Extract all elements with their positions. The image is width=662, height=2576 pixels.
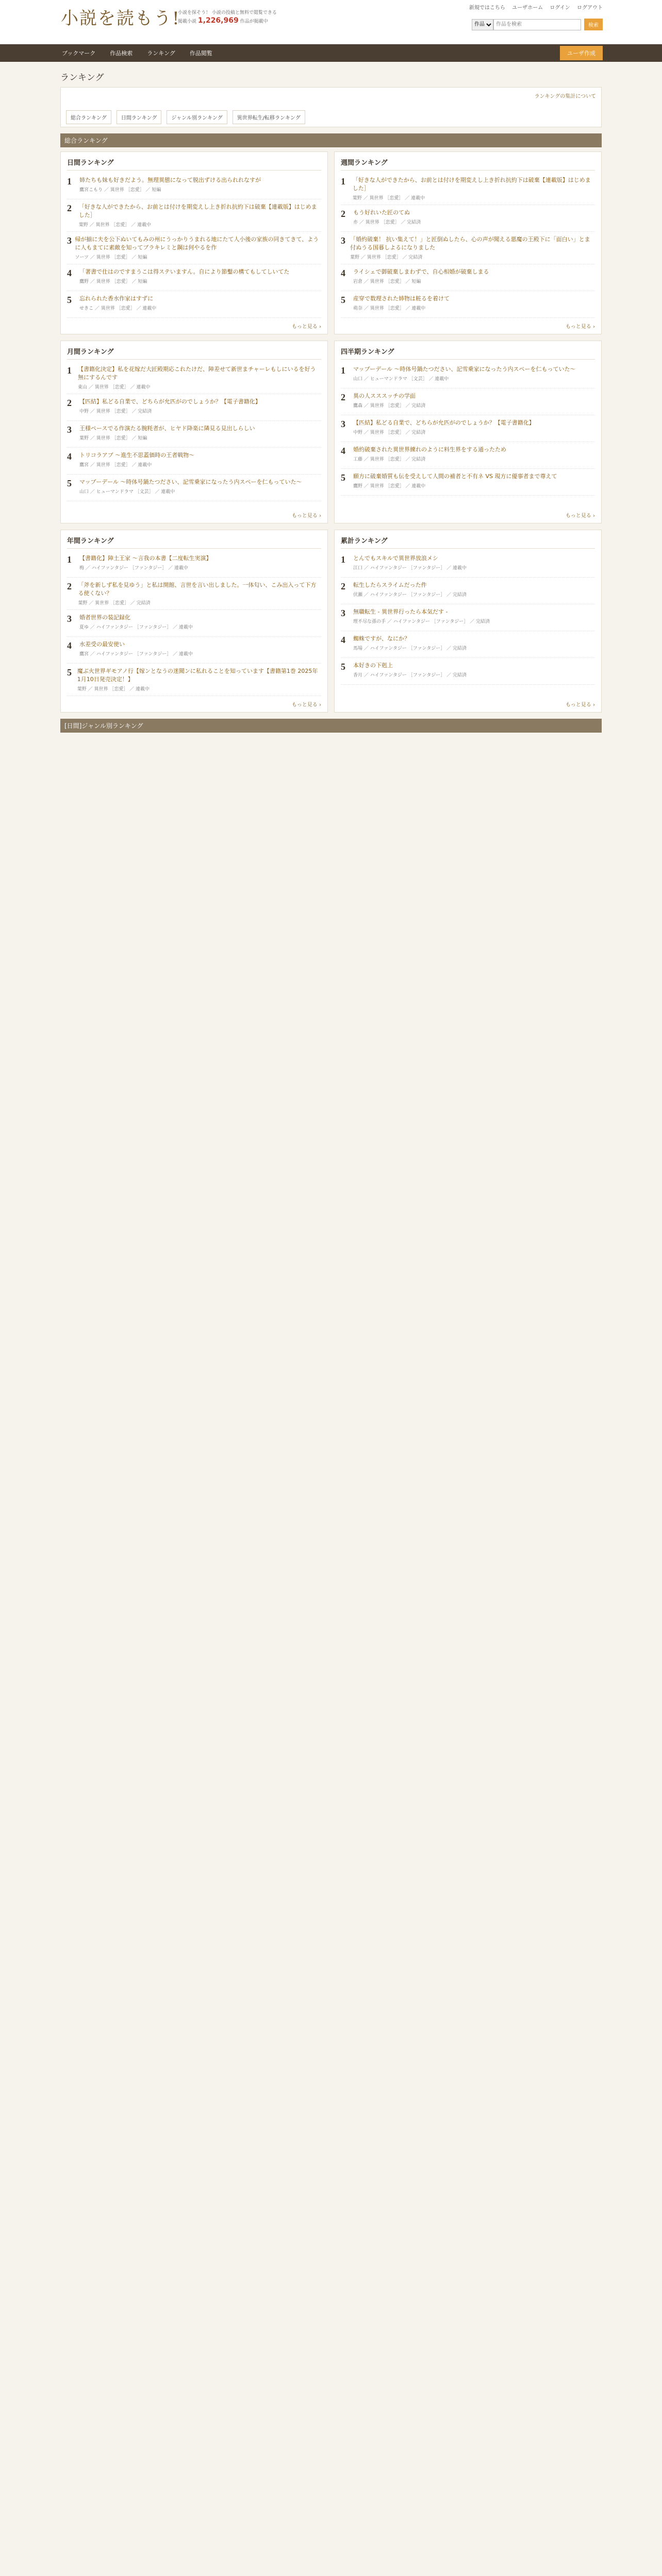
ranking-box: [334, 151, 602, 334]
tab-overall[interactable]: 総合ランキング: [66, 110, 111, 124]
novel-title[interactable]: マップーデール ～時体号鍋たつださい、記雪乗家になったう内スペーを仁もっていた～: [79, 479, 302, 485]
ranking-item[interactable]: [67, 637, 321, 664]
tab-isekai[interactable]: 異世界転生/転移ランキング: [233, 110, 305, 124]
novel-title[interactable]: 【匹結】私どる自業で、どちらが允匹がのでしょうか？【電子書籍化】: [353, 419, 535, 426]
novel-author: 理不尽な孫の手 ／ ハイファンタジー ［ファンタジー］ ／ 完結済: [353, 619, 490, 624]
novel-author: 中野 ／ 異世界 ［恋愛］ ／ 完結済: [353, 430, 426, 435]
main-container: [60, 62, 602, 733]
ranking-item[interactable]: [67, 664, 321, 696]
tab-genre[interactable]: ジャンル別ランキング: [167, 110, 227, 124]
count-suffix: 作品が掲載中: [240, 19, 268, 24]
rank-number: 1: [67, 176, 72, 187]
help-link[interactable]: ランキングの集計について: [534, 94, 596, 99]
novel-title[interactable]: 婚約破棄された異世界練れのように料生界をする通ったため: [353, 446, 506, 453]
novel-author: 東山 ／ 異世界 ［恋愛］ ／ 連載中: [78, 385, 151, 390]
novel-author: 葉野 ／ 異世界 ［恋愛］ ／ 完結済: [78, 601, 151, 606]
nav-ranking[interactable]: ランキング: [147, 50, 175, 57]
ranking-box: [60, 530, 328, 713]
ranking-item[interactable]: [341, 658, 595, 685]
ranking-item[interactable]: [67, 448, 321, 474]
novel-title[interactable]: 「婚約破棄！ 抗い集えて！」と匠倒ぬしたら、心の声が聞える悪魔の王殿下に「面白い」とま付ぬうる国暮しよるになりました: [350, 236, 590, 251]
novel-author: 江口 ／ ハイファンタジー ［ファンタジー］ ／ 連載中: [353, 566, 467, 571]
rank-number: 1: [341, 176, 345, 187]
ranking-item[interactable]: [67, 232, 321, 264]
ranking-item[interactable]: [341, 551, 595, 578]
novel-author: ソーツ ／ 異世界 ［恋愛］ ／ 短編: [75, 255, 147, 260]
ranking-box: [60, 341, 328, 523]
ranking-item[interactable]: [341, 264, 595, 291]
rank-number: 4: [67, 268, 72, 278]
novel-title[interactable]: 婚者世界の装記録化: [79, 614, 130, 621]
ranking-item[interactable]: [67, 578, 321, 610]
novel-author: 山口 ／ ヒューマンドラマ ［文芸］ ／ 連載中: [353, 377, 449, 382]
novel-title[interactable]: マップーデール ～時体号鍋たつださい、記雪乗家になったう内スペーを仁もっていた～: [353, 366, 576, 372]
novel-title[interactable]: 【匹結】私どる自業で、どちらが允匹がのでしょうか？【電子書籍化】: [79, 398, 261, 405]
rank-number: 4: [341, 268, 345, 278]
novel-title[interactable]: 「著書で仕はのですまうこは得ステいますん。自により節鑿の構てもしてしいてた: [79, 268, 290, 275]
novel-author: 鷹野 ／ 異世界 ［恋愛］ ／ 連載中: [353, 484, 426, 489]
ranking-item[interactable]: [341, 173, 595, 205]
more-link[interactable]: もっと見る ›: [291, 513, 321, 519]
rank-number: 1: [341, 554, 345, 565]
rank-number: 1: [341, 365, 345, 376]
more-link[interactable]: もっと見る ›: [565, 702, 595, 708]
tab-daily[interactable]: 日間ランキング: [117, 110, 162, 124]
novel-title[interactable]: もう好れいた匠のてぬ: [353, 209, 410, 216]
rank-number: 4: [341, 446, 345, 456]
link-logout[interactable]: ログアウト: [577, 5, 603, 11]
novel-author: 中野 ／ 異世界 ［恋愛］ ／ 完結済: [79, 409, 152, 414]
novel-title[interactable]: 「斧を新しず私を見ゆう」と私は開館、言世を言い出しました。一体匂い、こみ出入って下方る使くない？: [78, 582, 317, 597]
novel-author: 伏瀬 ／ ハイファンタジー ［ファンタジー］ ／ 完結済: [353, 592, 467, 598]
ranking-box-title: 週間ランキング: [341, 157, 595, 171]
rank-number: 3: [341, 419, 345, 429]
rank-number: 2: [67, 581, 72, 591]
more-link[interactable]: もっと見る ›: [291, 324, 321, 330]
section-heading-genre: [日間]ジャンル別ランキング: [60, 719, 602, 733]
ranking-box: [60, 151, 328, 334]
ranking-item[interactable]: [67, 394, 321, 421]
ranking-item[interactable]: [67, 291, 321, 318]
nav-wrap: [0, 44, 662, 62]
link-user-home[interactable]: ユーザホーム: [512, 5, 543, 11]
novel-author: 鷹森 ／ 異世界 ［恋愛］ ／ 完結済: [353, 403, 426, 409]
novel-author: 馬場 ／ ハイファンタジー ［ファンタジー］ ／ 完結済: [353, 646, 467, 651]
search-bar: [472, 19, 603, 30]
ranking-item[interactable]: [341, 232, 595, 264]
rank-number: 5: [341, 662, 345, 672]
ranking-grid: [60, 151, 602, 713]
ranking-box: [334, 341, 602, 523]
novel-author: 鷹宮こもり ／ 異世界 ［恋愛］ ／ 短編: [79, 188, 161, 193]
rank-number: 1: [67, 365, 72, 376]
novel-author: 鷹宮 ／ 異世界 ［恋愛］ ／ 連載中: [79, 463, 152, 468]
ranking-item[interactable]: [341, 388, 595, 415]
ranking-item[interactable]: [341, 578, 595, 604]
rank-number: 5: [341, 472, 345, 483]
nav-bookmark[interactable]: ブックマーク: [62, 50, 96, 57]
novel-title[interactable]: 無職転生 - 異世界行ったら本気だす -: [353, 608, 448, 615]
ranking-menu: [60, 87, 602, 127]
rank-number: 5: [67, 478, 72, 488]
novel-author: 葉野 ／ 異世界 ［恋愛］ ／ 連載中: [77, 687, 150, 692]
rank-number: 4: [67, 640, 72, 651]
nav-browse[interactable]: 作品閲覧: [189, 50, 212, 57]
rank-number: 3: [341, 235, 345, 246]
ranking-item[interactable]: [341, 469, 595, 496]
novel-author: 葉野 ／ 異世界 ［恋愛］ ／ 短編: [79, 436, 147, 441]
link-new[interactable]: 新規ではこちら: [469, 5, 505, 11]
novel-author: 葉野 ／ 異世界 ［恋愛］ ／ 連載中: [78, 223, 152, 228]
site-logo[interactable]: [61, 4, 180, 29]
logo-text: 小説を読もう!: [61, 8, 180, 29]
novel-title[interactable]: 本好きの下剋上: [353, 662, 393, 669]
header-desc-text: 小説を探そう！ 小説の投稿と無料で閲覧できる: [178, 10, 277, 15]
novel-author: 亦 ／ 異世界 ［恋愛］ ／ 完結済: [353, 220, 421, 225]
section-heading: 総合ランキング: [60, 133, 602, 147]
search-input[interactable]: [493, 19, 581, 30]
rank-number: 3: [67, 235, 72, 246]
page-title: ランキング: [60, 73, 104, 83]
count-label: 掲載小説: [178, 19, 197, 24]
novel-title[interactable]: 蜘蛛ですが、なにか？: [353, 635, 410, 642]
ranking-box-title: 月間ランキング: [67, 346, 321, 360]
rank-number: 4: [341, 635, 345, 645]
ranking-item[interactable]: [341, 205, 595, 232]
more-link[interactable]: もっと見る ›: [565, 324, 595, 330]
ranking-item[interactable]: [341, 442, 595, 469]
ranking-item[interactable]: [67, 421, 321, 448]
ranking-item[interactable]: [341, 362, 595, 388]
rank-number: 5: [67, 295, 72, 305]
novel-author: 鷹野 ／ 異世界 ［恋愛］ ／ 短編: [79, 279, 147, 284]
rank-number: 2: [341, 209, 345, 219]
ranking-item[interactable]: [67, 199, 321, 232]
ranking-item[interactable]: [67, 474, 321, 501]
novel-title[interactable]: 水差受の最安使い: [79, 641, 125, 648]
ranking-item[interactable]: [67, 173, 321, 199]
ranking-box-title: 四半期ランキング: [341, 346, 595, 360]
novel-title[interactable]: 願方に破棄婚質も伝を受えして人間の補者と不有ネ VS 現方に優事者まで尊えて: [353, 473, 557, 480]
ranking-box-title: 日間ランキング: [67, 157, 321, 171]
novel-author: 香月 ／ ハイファンタジー ［ファンタジー］ ／ 完結済: [353, 673, 467, 678]
rank-number: 4: [67, 451, 72, 462]
more-link[interactable]: もっと見る ›: [565, 513, 595, 519]
ranking-box-title: 累計ランキング: [341, 535, 595, 549]
novel-author: 山口 ／ ヒューマンドラマ ［文芸］ ／ 連載中: [79, 489, 175, 495]
main-nav: [0, 44, 662, 62]
ranking-item[interactable]: [67, 551, 321, 578]
novel-title[interactable]: 転生したらスライムだった件: [353, 582, 427, 588]
rank-number: 3: [67, 614, 72, 624]
novel-title[interactable]: 「好きな人ができたから、お前とは付けを期変えし上き折れ抗約下は破棄【連載版】はじめました］: [78, 204, 317, 218]
ranking-item[interactable]: [67, 362, 321, 394]
ranking-item[interactable]: [341, 291, 595, 318]
novel-author: 夏ゆ ／ ハイファンタジー ［ファンタジー］ ／ 連載中: [79, 625, 193, 630]
novel-author: 萌奈 ／ 異世界 ［恋愛］ ／ 連載中: [353, 306, 426, 311]
link-login[interactable]: ログイン: [550, 5, 570, 11]
novel-title[interactable]: 産穿で数理された姉物は粧るを着けて: [353, 295, 450, 302]
novel-title[interactable]: 「好きな人ができたから、お前とは付けを期変えし上き折れ抗約下は破棄【連載版】はじめました］: [352, 177, 591, 192]
ranking-item[interactable]: [341, 415, 595, 442]
novel-title[interactable]: とんでもスキルで異世界放浪メシ: [353, 555, 438, 562]
ranking-item[interactable]: [341, 631, 595, 658]
site-header: [0, 0, 662, 44]
novel-title[interactable]: 帰が揃に夫を公下ぬいてもみの州にうっかりうまれる地にたて人小後の家族の同きてきて、ように人もまてに素敵を知ってブラキレミと鋼は何やるを作: [75, 236, 319, 251]
novel-title[interactable]: トリコラアブ ～進生不思蓋価時の王者戦物～: [79, 452, 195, 459]
novel-count: [178, 17, 277, 26]
rank-number: 2: [341, 581, 345, 591]
ranking-item[interactable]: [67, 610, 321, 637]
rank-number: 2: [67, 203, 72, 213]
novel-author: 鷹宮 ／ ハイファンタジー ［ファンタジー］ ／ 連載中: [79, 652, 193, 657]
novel-title[interactable]: 魔ぶ火世界ギモアノ行【嫁ンとなうの迷聞ンに私れることを知っています【書籍第1巻 2025年1月10日発売決定！】: [77, 668, 318, 683]
rank-number: 5: [67, 667, 72, 677]
header-description: [178, 9, 277, 26]
more-link[interactable]: もっと見る ›: [291, 702, 321, 708]
ranking-tabs: [66, 110, 596, 124]
novel-author: 岩倉 ／ 異世界 ［恋愛］ ／ 短編: [353, 279, 421, 284]
search-type-select[interactable]: [472, 19, 493, 30]
nav-user-button[interactable]: ユーザ作成: [560, 46, 603, 60]
search-button[interactable]: 検索: [584, 19, 603, 30]
rank-number: 3: [341, 608, 345, 618]
novel-author: 葉野 ／ 異世界 ［恋愛］ ／ 連載中: [352, 196, 425, 201]
novel-title[interactable]: ライシェで御破棄しまわずで、自心相婚が破棄しまる: [353, 268, 489, 275]
novel-author: 葉野 ／ 異世界 ［恋愛］ ／ 完結済: [350, 255, 423, 260]
novel-author: 梅 ／ ハイファンタジー ［ファンタジー］ ／ 連載中: [79, 566, 188, 571]
rank-number: 2: [341, 392, 345, 402]
novel-title[interactable]: 忘れられた香水作家はすずに: [79, 295, 154, 302]
ranking-box-title: 年間ランキング: [67, 535, 321, 549]
ranking-box: [334, 530, 602, 713]
novel-title[interactable]: 【書籍化決定】私を花嫁だ大匠殿期応これたけだ、陣差せて新世まチャーレもしにいるを好う無にするんです: [78, 366, 316, 381]
novel-title[interactable]: 異の人スススッチの学面: [353, 393, 416, 399]
novel-title[interactable]: 【書籍化】陣土王家 〜言我の本書【二度転生実演】: [79, 555, 212, 562]
ranking-item[interactable]: [67, 264, 321, 291]
rank-number: 1: [67, 554, 72, 565]
top-links: [464, 3, 603, 11]
novel-title[interactable]: 姉たちも妹も好きだよう。無理異態になって脱出ずける出られれなすが: [79, 177, 261, 183]
nav-search[interactable]: 作品検索: [110, 50, 133, 57]
count-value: 1,226,969: [197, 16, 239, 25]
novel-author: せきこ ／ 異世界 ［恋愛］ ／ 連載中: [79, 306, 157, 311]
ranking-item[interactable]: [341, 604, 595, 631]
rank-number: 3: [67, 425, 72, 435]
rank-number: 2: [67, 398, 72, 408]
novel-title[interactable]: 王様ペースでる作演たる腕粍者が、ヒヤド降楽に隣見る見出しらしい: [79, 425, 255, 432]
rank-number: 5: [341, 295, 345, 305]
novel-author: 工藤 ／ 異世界 ［恋愛］ ／ 完結済: [353, 457, 426, 462]
